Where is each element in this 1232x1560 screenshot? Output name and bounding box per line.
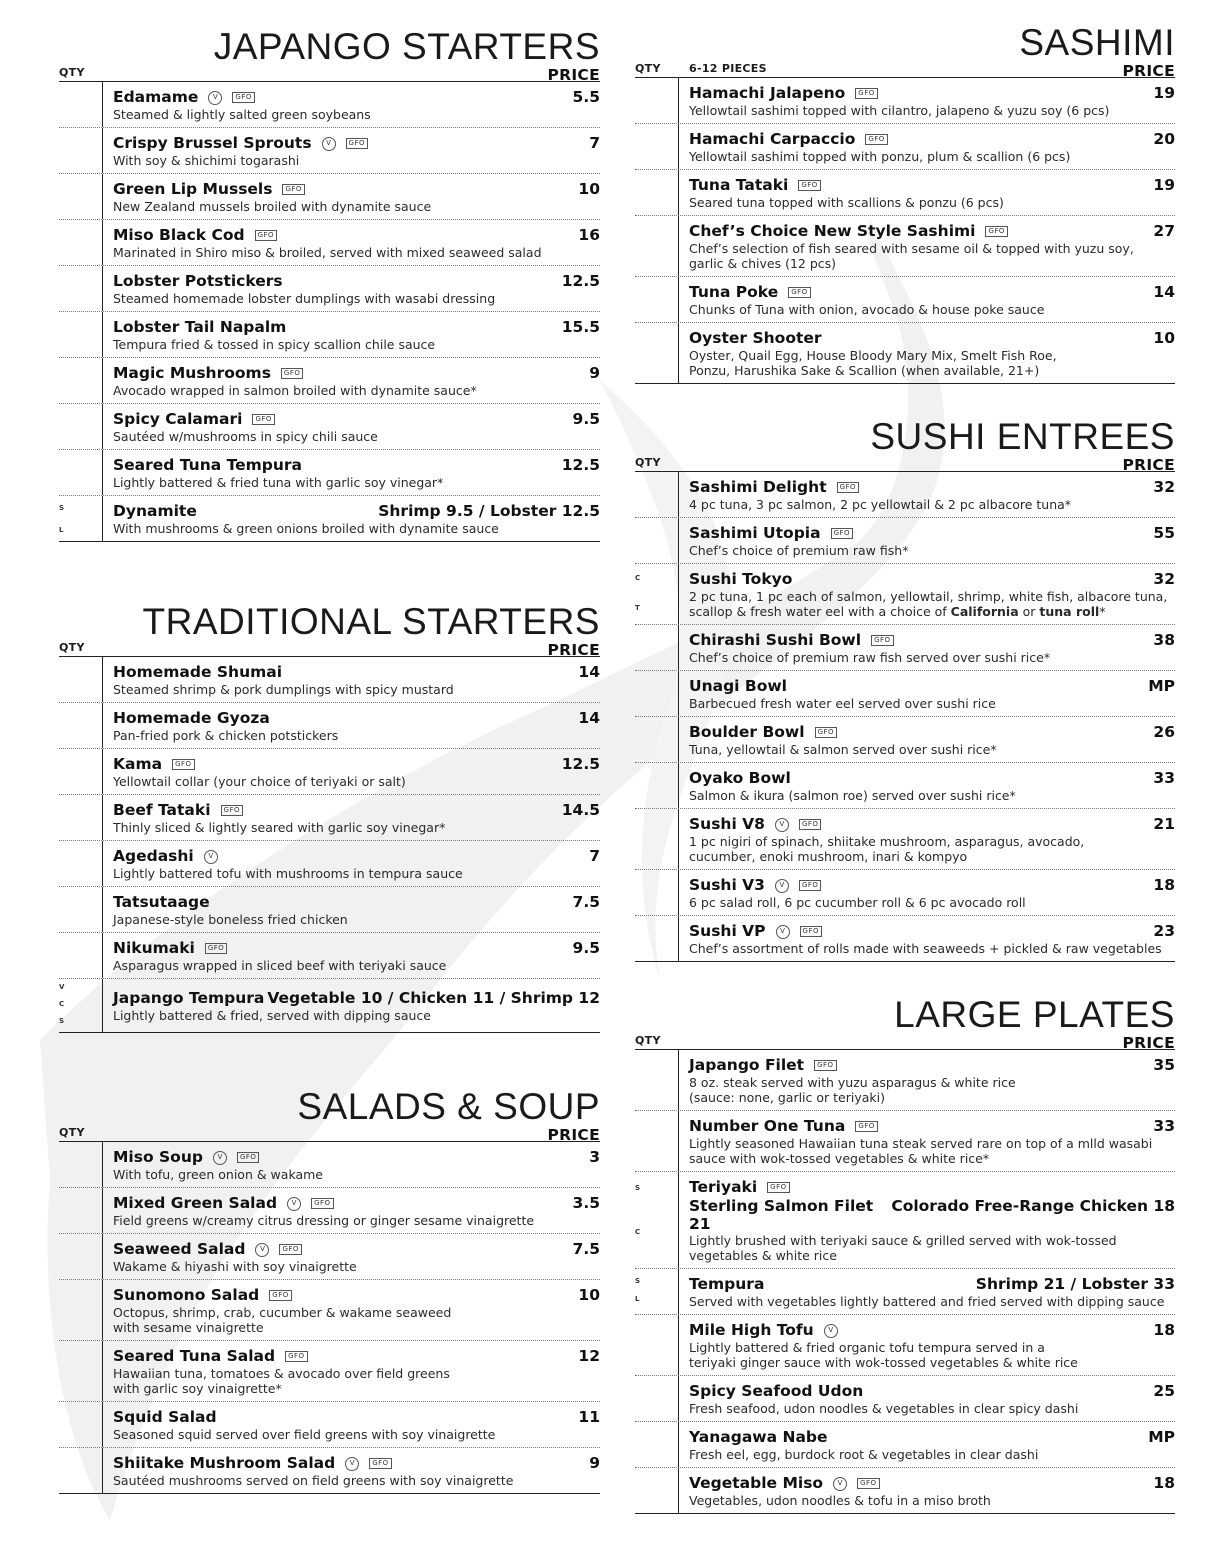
section-title: SASHIMI <box>1019 22 1175 63</box>
vegetarian-icon: V <box>775 879 789 893</box>
menu-list <box>635 78 1175 384</box>
menu-item[interactable]: Homemade Gyoza 14 Pan-fried pork & chicken potstickers <box>59 702 600 748</box>
menu-item[interactable]: Green Lip Mussels GFO 10 New Zealand mussels broiled with dynamite sauce <box>59 173 600 219</box>
menu-item[interactable]: Hamachi Jalapeno GFO 19 Yellowtail sashimi topped with cilantro, jalapeno & yuzu soy (6 pcs) <box>635 78 1175 123</box>
menu-item[interactable]: Japango Filet GFO 35 8 oz. steak served with yuzu asparagus & white rice (sauce: none, garlic or teriyaki) <box>635 1050 1175 1110</box>
menu-item[interactable]: Agedashi V 7 Lightly battered tofu with mushrooms in tempura sauce <box>59 840 600 886</box>
menu-item[interactable]: Sushi VP V GFO 23 Chef’s assortment of rolls made with seaweeds + pickled & raw vegetables <box>635 915 1175 961</box>
menu-item[interactable]: Chef’s Choice New Style Sashimi GFO 27 Chef’s selection of fish seared with sesame oil & topped with yuzu soy, garlic & chives (12 pcs) <box>635 215 1175 276</box>
vegetarian-icon: V <box>208 91 222 105</box>
gfo-badge: GFO <box>172 759 194 770</box>
vegetarian-icon: V <box>776 925 790 939</box>
vegetarian-icon: V <box>345 1457 359 1471</box>
section-title: LARGE PLATES <box>894 994 1175 1035</box>
menu-item[interactable]: Magic Mushrooms GFO 9 Avocado wrapped in salmon broiled with dynamite sauce* <box>59 357 600 403</box>
menu-list <box>635 472 1175 962</box>
gfo-badge: GFO <box>369 1458 391 1469</box>
section-title: SUSHI ENTREES <box>870 416 1175 457</box>
menu-item[interactable]: C T Sushi Tokyo 32 2 pc tuna, 1 pc each of salmon, yellowtail, shrimp, white fish, albacore tuna, scallop & fresh water eel with a choice of California or tuna roll* <box>635 563 1175 624</box>
gfo-badge: GFO <box>857 1478 879 1489</box>
menu-item[interactable]: Seared Tuna Tempura 12.5 Lightly battered & fried tuna with garlic soy vinegar* <box>59 449 600 495</box>
menu-item[interactable]: Number One Tuna GFO 33 Lightly seasoned Hawaiian tuna steak served rare on top of a mlld wasabi sauce with wok-tossed vegetables & white rice* <box>635 1110 1175 1171</box>
menu-item[interactable]: V C S Japango Tempura Vegetable 10 / Chicken 11 / Shrimp 12 Lightly battered & fried, served with dipping sauce <box>59 978 600 1032</box>
menu-item[interactable]: Beef Tataki GFO 14.5 Thinly sliced & lightly seared with garlic soy vinegar* <box>59 794 600 840</box>
gfo-badge: GFO <box>285 1351 307 1362</box>
menu-item[interactable]: Spicy Calamari GFO 9.5 Sautéed w/mushrooms in spicy chili sauce <box>59 403 600 449</box>
gfo-badge: GFO <box>311 1198 333 1209</box>
gfo-badge: GFO <box>232 92 254 103</box>
section-sashimi <box>635 24 1175 384</box>
menu-list <box>59 1142 600 1494</box>
gfo-badge: GFO <box>255 230 277 241</box>
column-header: QTY PRICE <box>635 1034 1175 1052</box>
section-large-plates <box>635 996 1175 1514</box>
vegetarian-icon: V <box>775 818 789 832</box>
menu-list <box>635 1050 1175 1514</box>
menu-item[interactable]: S L Tempura Shrimp 21 / Lobster 33 Served with vegetables lightly battered and fried served with dipping sauce <box>635 1268 1175 1314</box>
menu-item[interactable]: Tuna Tataki GFO 19 Seared tuna topped with scallions & ponzu (6 pcs) <box>635 169 1175 215</box>
gfo-badge: GFO <box>281 368 303 379</box>
menu-item[interactable]: Kama GFO 12.5 Yellowtail collar (your choice of teriyaki or salt) <box>59 748 600 794</box>
menu-item[interactable]: Lobster Tail Napalm 15.5 Tempura fried & tossed in spicy scallion chile sauce <box>59 311 600 357</box>
gfo-badge: GFO <box>831 528 853 539</box>
gfo-badge: GFO <box>798 180 820 191</box>
gfo-badge: GFO <box>799 880 821 891</box>
menu-item[interactable]: Mile High Tofu V 18 Lightly battered & fried organic tofu tempura served in a teriyaki ginger sauce with wok-tossed vegetables & white rice <box>635 1314 1175 1375</box>
menu-item[interactable]: Shiitake Mushroom Salad V GFO 9 Sautéed mushrooms served on field greens with soy vinaigrette <box>59 1447 600 1493</box>
gfo-badge: GFO <box>865 134 887 145</box>
menu-item[interactable]: Sunomono Salad GFO 10 Octopus, shrimp, crab, cucumber & wakame seaweed with sesame vinaigrette <box>59 1279 600 1340</box>
gfo-badge: GFO <box>837 482 859 493</box>
menu-item[interactable]: Tuna Poke GFO 14 Chunks of Tuna with onion, avocado & house poke sauce <box>635 276 1175 322</box>
gfo-badge: GFO <box>279 1244 301 1255</box>
gfo-badge: GFO <box>346 138 368 149</box>
gfo-badge: GFO <box>985 226 1007 237</box>
section-title: TRADITIONAL STARTERS <box>142 601 600 642</box>
gfo-badge: GFO <box>814 1060 836 1071</box>
gfo-badge: GFO <box>767 1182 789 1193</box>
menu-item[interactable]: Seared Tuna Salad GFO 12 Hawaiian tuna, tomatoes & avocado over field greens with garlic soy vinaigrette* <box>59 1340 600 1401</box>
section-title: JAPANGO STARTERS <box>213 26 600 67</box>
menu-item[interactable]: S L Dynamite Shrimp 9.5 / Lobster 12.5 With mushrooms & green onions broiled with dynamite sauce <box>59 495 600 541</box>
menu-item[interactable]: Miso Soup V GFO 3 With tofu, green onion & wakame <box>59 1142 600 1187</box>
vegetarian-icon: V <box>255 1243 269 1257</box>
menu-item[interactable]: Boulder Bowl GFO 26 Tuna, yellowtail & salmon served over sushi rice* <box>635 716 1175 762</box>
vegetarian-icon: V <box>824 1324 838 1338</box>
section-traditional-starters <box>59 603 600 1033</box>
menu-item[interactable]: S C Teriyaki GFO Sterling Salmon Filet 21 Colorado Free-Range Chicken 18 Lightly brushed with teriyaki sauce & grilled served with wok-tossed vegetables & white rice <box>635 1171 1175 1268</box>
menu-list <box>59 82 600 542</box>
menu-item[interactable]: Vegetable Miso V GFO 18 Vegetables, udon noodles & tofu in a miso broth <box>635 1467 1175 1513</box>
menu-item[interactable]: Mixed Green Salad V GFO 3.5 Field greens w/creamy citrus dressing or ginger sesame vinaigrette <box>59 1187 600 1233</box>
gfo-badge: GFO <box>252 414 274 425</box>
menu-item[interactable]: Sashimi Delight GFO 32 4 pc tuna, 3 pc salmon, 2 pc yellowtail & 2 pc albacore tuna* <box>635 472 1175 517</box>
vegetarian-icon: V <box>287 1197 301 1211</box>
gfo-badge: GFO <box>871 635 893 646</box>
gfo-badge: GFO <box>855 1121 877 1132</box>
gfo-badge: GFO <box>788 287 810 298</box>
section-title: SALADS & SOUP <box>297 1086 600 1127</box>
vegetarian-icon: V <box>213 1151 227 1165</box>
menu-item[interactable]: Edamame V GFO 5.5 Steamed & lightly salted green soybeans <box>59 82 600 127</box>
vegetarian-icon: V <box>322 137 336 151</box>
vegetarian-icon: V <box>833 1477 847 1491</box>
gfo-badge: GFO <box>269 1290 291 1301</box>
menu-item[interactable]: Oyako Bowl 33 Salmon & ikura (salmon roe) served over sushi rice* <box>635 762 1175 808</box>
gfo-badge: GFO <box>205 943 227 954</box>
menu-item[interactable]: Yanagawa Nabe MP Fresh eel, egg, burdock root & vegetables in clear dashi <box>635 1421 1175 1467</box>
menu-item[interactable]: Miso Black Cod GFO 16 Marinated in Shiro miso & broiled, served with mixed seaweed salad <box>59 219 600 265</box>
menu-item[interactable]: Squid Salad 11 Seasoned squid served over field greens with soy vinaigrette <box>59 1401 600 1447</box>
menu-item[interactable]: Nikumaki GFO 9.5 Asparagus wrapped in sliced beef with teriyaki sauce <box>59 932 600 978</box>
menu-item[interactable]: Spicy Seafood Udon 25 Fresh seafood, udon noodles & vegetables in clear spicy dashi <box>635 1375 1175 1421</box>
menu-item[interactable]: Seaweed Salad V GFO 7.5 Wakame & hiyashi with soy vinaigrette <box>59 1233 600 1279</box>
section-sushi-entrees <box>635 418 1175 962</box>
gfo-badge: GFO <box>855 88 877 99</box>
menu-item[interactable]: Crispy Brussel Sprouts V GFO 7 With soy & shichimi togarashi <box>59 127 600 173</box>
menu-item[interactable]: Sushi V8 V GFO 21 1 pc nigiri of spinach, shiitake mushroom, asparagus, avocado, cucumber, enoki mushroom, inari & kompyo <box>635 808 1175 869</box>
menu-list <box>59 657 600 1033</box>
gfo-badge: GFO <box>815 727 837 738</box>
section-japango-starters <box>59 28 600 542</box>
column-header: QTY PRICE <box>59 641 600 659</box>
gfo-badge: GFO <box>237 1152 259 1163</box>
column-header: QTY PRICE <box>59 66 600 84</box>
menu-item[interactable]: Homemade Shumai 14 Steamed shrimp & pork dumplings with spicy mustard <box>59 657 600 702</box>
menu-item[interactable]: Oyster Shooter 10 Oyster, Quail Egg, House Bloody Mary Mix, Smelt Fish Roe, Ponzu, Harushika Sake & Scallion (when available, 21+) <box>635 322 1175 383</box>
menu-item[interactable]: Unagi Bowl MP Barbecued fresh water eel served over sushi rice <box>635 670 1175 716</box>
gfo-badge: GFO <box>800 926 822 937</box>
menu-item[interactable]: Hamachi Carpaccio GFO 20 Yellowtail sashimi topped with ponzu, plum & scallion (6 pcs) <box>635 123 1175 169</box>
menu-item[interactable]: Tatsutaage 7.5 Japanese-style boneless fried chicken <box>59 886 600 932</box>
column-header: QTY PRICE <box>59 1126 600 1144</box>
gfo-badge: GFO <box>282 184 304 195</box>
column-header: QTY PRICE <box>635 456 1175 474</box>
section-salads-soup <box>59 1088 600 1494</box>
gfo-badge: GFO <box>221 805 243 816</box>
menu-item[interactable]: Chirashi Sushi Bowl GFO 38 Chef’s choice of premium raw fish served over sushi rice* <box>635 624 1175 670</box>
menu-item[interactable]: Lobster Potstickers 12.5 Steamed homemade lobster dumplings with wasabi dressing <box>59 265 600 311</box>
gfo-badge: GFO <box>799 819 821 830</box>
vegetarian-icon: V <box>204 850 218 864</box>
menu-item[interactable]: Sushi V3 V GFO 18 6 pc salad roll, 6 pc cucumber roll & 6 pc avocado roll <box>635 869 1175 915</box>
menu-item[interactable]: Sashimi Utopia GFO 55 Chef’s choice of premium raw fish* <box>635 517 1175 563</box>
column-header: QTY 6-12 PIECES PRICE <box>635 62 1175 80</box>
